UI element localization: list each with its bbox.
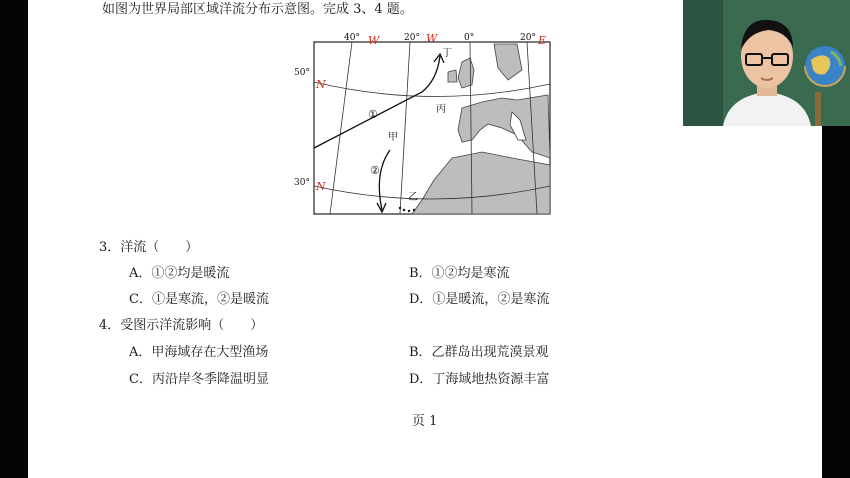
handwritten-w-2: W (426, 32, 438, 45)
question-3-stem: 3．洋流（ ） (99, 240, 199, 255)
handwritten-n-1: N (316, 78, 326, 91)
question-3-option-d[interactable]: D．①是暖流，②是寒流 (409, 292, 550, 307)
label-yi: 乙 (408, 192, 418, 203)
lat-label-50: 50° (294, 68, 310, 78)
lon-label-20w: 20° (404, 33, 420, 43)
lon-label-0: 0° (464, 33, 475, 43)
page-footer: 页 1 (412, 414, 438, 429)
question-4-option-c[interactable]: C．丙沿岸冬季降温明显 (129, 372, 269, 387)
handwritten-w-1: W (368, 34, 380, 47)
question-3-option-a[interactable]: A．①②均是暖流 (129, 266, 230, 281)
question-3-option-b[interactable]: B．①②均是寒流 (409, 266, 510, 281)
ocean-current-map (312, 32, 552, 216)
right-black-bar (822, 126, 850, 478)
lon-label-40w: 40° (344, 33, 360, 43)
ireland-land (448, 70, 457, 82)
intro-text: 如图为世界局部区域洋流分布示意图。完成 3、4 题。 (102, 2, 413, 17)
handwritten-n-2: N (316, 180, 326, 193)
question-4-option-a[interactable]: A．甲海域存在大型渔场 (129, 345, 269, 360)
handwritten-e: E (538, 34, 547, 47)
question-3-option-c[interactable]: C．①是寒流，②是暖流 (129, 292, 269, 307)
lon-label-20e: 20° (520, 33, 536, 43)
question-4-option-d[interactable]: D．丁海域地热资源丰富 (409, 372, 550, 387)
teacher-video-frame (683, 0, 850, 126)
label-jia: 甲 (388, 132, 398, 143)
label-circle-1: ① (368, 108, 378, 121)
label-circle-2: ② (370, 164, 380, 177)
question-4-option-b[interactable]: B．乙群岛出现荒漠景观 (409, 345, 549, 360)
lat-label-30: 30° (294, 178, 310, 188)
label-ding: 丁 (442, 48, 452, 59)
webcam-video (683, 0, 850, 126)
label-bing: 丙 (436, 104, 446, 115)
question-4-stem: 4．受图示洋流影响（ ） (99, 318, 264, 333)
left-black-bar (0, 0, 28, 478)
